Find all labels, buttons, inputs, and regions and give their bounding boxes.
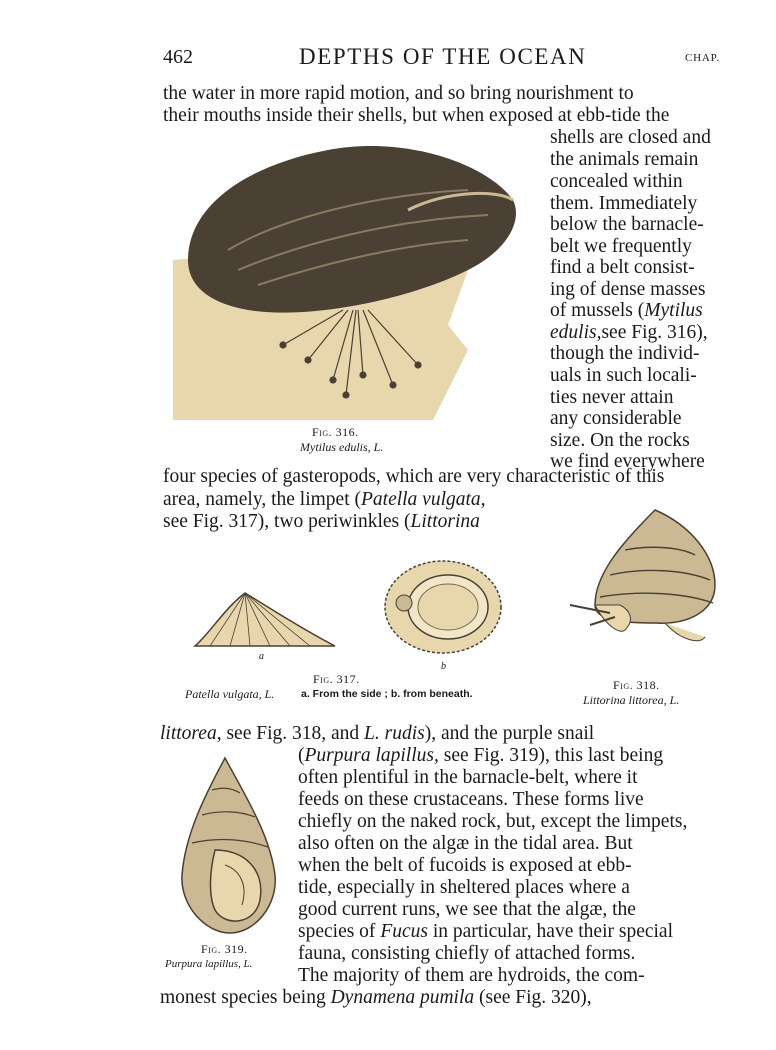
page-number: 462 [163,46,193,68]
text-line: shells are closed and [550,127,711,148]
text-line: littorea, see Fig. 318, and L. rudis), and the purple snail [160,723,595,744]
chapter-label: CHAP. [685,52,720,64]
text-line: good current runs, we see that the algæ, the [298,899,636,920]
text-line: ing of dense masses [550,279,706,300]
text-line: find a belt consist- [550,257,695,278]
text-line: we find everywhere [550,451,705,472]
figure-317-marker-a: a [259,651,264,662]
text-line: below the barnacle- [550,214,704,235]
text-line: see Fig. 317), two periwinkles (Littorina [163,511,480,532]
text-line: often plentiful in the barnacle-belt, where it [298,767,638,788]
figure-319-label: Fig. 319. [201,942,248,956]
figure-319-caption: Purpura lapillus, L. [165,958,253,970]
italic-term: Purpura lapillus, [304,745,439,766]
text-line: edulis,see Fig. 316), [550,322,708,343]
text-line: the water in more rapid motion, and so bring nourishment to [163,83,634,104]
figure-318-periwinkle-illustration [565,505,725,670]
text-line: fauna, consisting chiefly of attached forms. [298,943,636,964]
text-line: tide, especially in sheltered places where a [298,877,630,898]
italic-term: Dynamena pumila [330,987,475,1008]
figure-318-label: Fig. 318. [613,678,660,692]
text-line: four species of gasteropods, which are very characteristic of this [163,466,665,487]
italic-term: littorea, [160,723,222,744]
running-title: DEPTHS OF THE OCEAN [299,44,587,69]
italic-term: L. rudis [364,723,425,744]
mussel-shell [188,146,516,313]
figure-316-mussel-illustration [168,120,543,420]
italic-term: Mytilus [644,300,703,321]
text-line: concealed within [550,171,683,192]
text-line: of mussels (Mytilus [550,300,703,321]
figure-317-limpet-side-illustration [190,588,340,650]
figure-318-caption: Littorina littorea, L. [583,693,680,707]
figure-319-purpura-illustration [170,755,282,935]
text-line: size. On the rocks [550,430,690,451]
text-line: belt we frequently [550,236,692,257]
text-line: area, namely, the limpet (Patella vulgata, [163,489,486,510]
text-line: The majority of them are hydroids, the com- [298,965,645,986]
text-line: the animals remain [550,149,699,170]
italic-term: Patella vulgata, [360,489,486,510]
text-line: their mouths inside their shells, but when exposed at ebb-tide the [163,105,670,126]
text-line: species of Fucus in particular, have their special [298,921,673,942]
figure-316-label: Fig. 316. [312,425,359,439]
text-line: any considerable [550,408,682,429]
italic-term: Littorina [410,511,480,532]
figure-317-caption-species: Patella vulgata, L. [185,687,275,701]
italic-term: edulis, [550,322,602,343]
figure-316-caption: Mytilus edulis, L. [300,440,384,454]
text-line: uals in such locali- [550,365,697,386]
italic-term: Fucus [380,921,428,942]
figure-317-marker-b: b [441,661,446,672]
figure-317-caption-detail: a. From the side ; b. from beneath. [301,688,473,700]
figure-317-limpet-beneath-illustration [382,557,504,657]
text-line: ties never attain [550,387,674,408]
text-line: though the individ- [550,343,700,364]
text-line: feeds on these crustaceans. These forms live [298,789,644,810]
text-line: (Purpura lapillus, see Fig. 319), this last being [298,745,664,766]
text-line: when the belt of fucoids is exposed at ebb- [298,855,632,876]
text-line: monest species being Dynamena pumila (see Fig. 320), [160,987,592,1008]
text-line: also often on the algæ in the tidal area. But [298,833,633,854]
text-line: them. Immediately [550,193,698,214]
text-line: chiefly on the naked rock, but, except the limpets, [298,811,688,832]
figure-317-label: Fig. 317. [313,672,360,686]
